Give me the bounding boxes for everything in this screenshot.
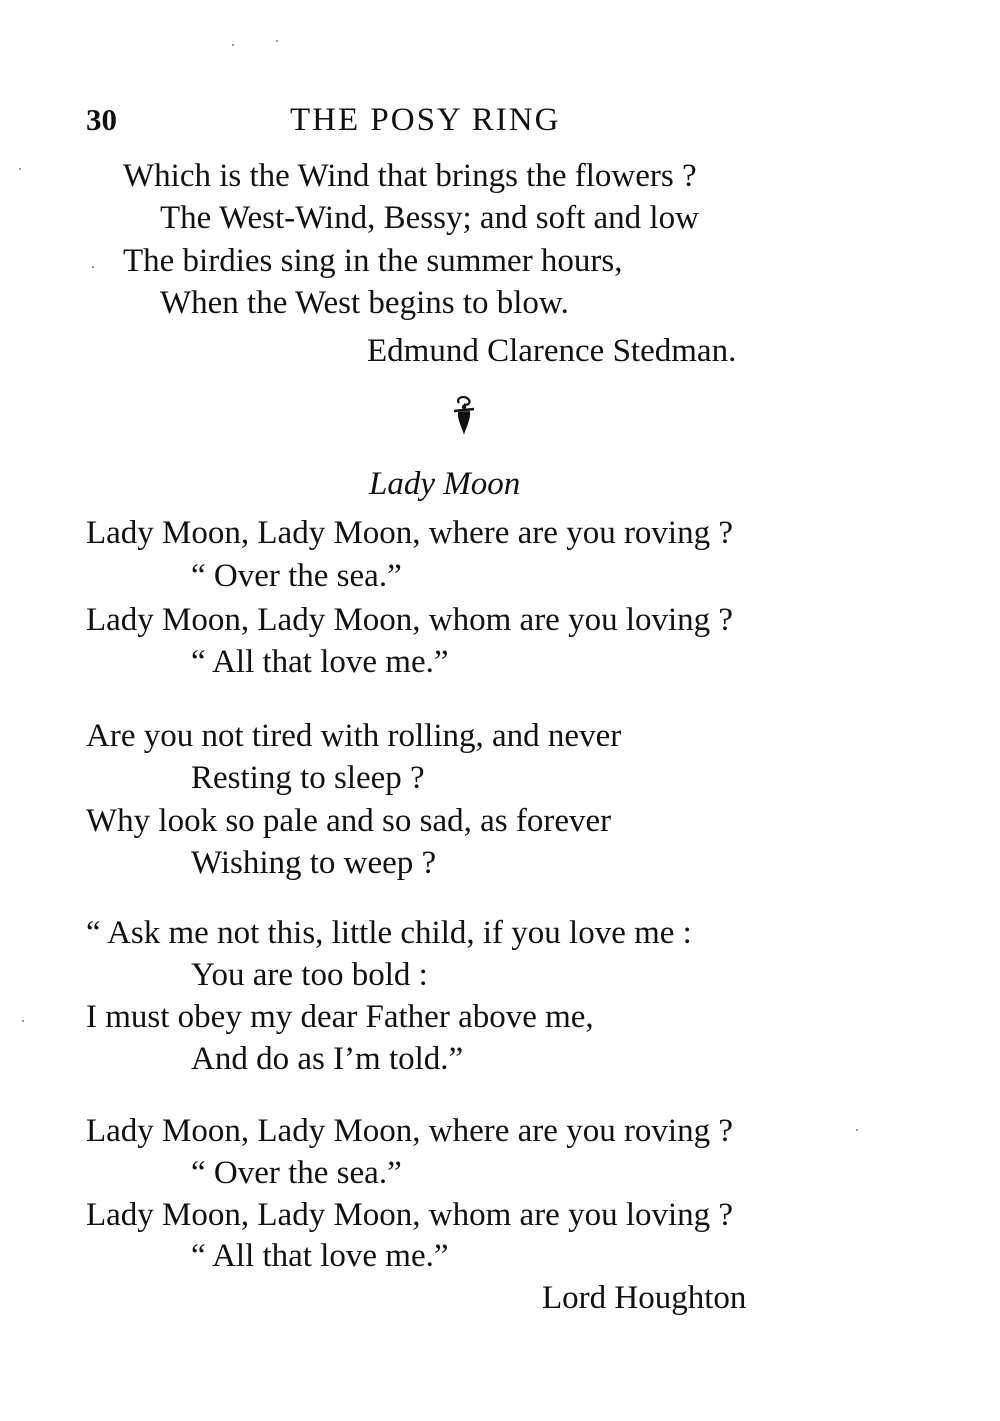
poem-line: “ All that love me.” — [191, 644, 449, 680]
scan-speck — [856, 1129, 858, 1131]
poem-line: “ All that love me.” — [191, 1238, 449, 1274]
poem-line: You are too bold : — [191, 957, 428, 993]
poem-line: Wishing to weep ? — [191, 845, 437, 881]
poem-line: When the West begins to blow. — [160, 285, 569, 321]
poem-line: Are you not tired with rolling, and never — [86, 718, 622, 754]
poem-line: Resting to sleep ? — [191, 760, 425, 796]
scan-speck — [232, 44, 234, 46]
poem-line: “ Over the sea.” — [191, 558, 402, 594]
poem-title: Lady Moon — [369, 466, 521, 502]
poem-line: Lady Moon, Lady Moon, whom are you loving ? — [86, 1197, 734, 1233]
page-number: 30 — [86, 102, 117, 137]
poem-line: I must obey my dear Father above me, — [86, 999, 594, 1035]
poem-line: The birdies sing in the summer hours, — [123, 243, 623, 279]
poem-line: “ Ask me not this, little child, if you love me : — [86, 915, 692, 951]
scan-speck — [19, 168, 21, 170]
scan-speck — [22, 1020, 24, 1022]
fleuron-ornament-icon — [449, 395, 479, 439]
page-header — [86, 100, 686, 144]
poem-line: Lady Moon, Lady Moon, where are you roving ? — [86, 515, 733, 551]
poem-author: Edmund Clarence Stedman. — [367, 333, 737, 369]
poem-line: Why look so pale and so sad, as forever — [86, 803, 612, 839]
poem-line: The West-Wind, Bessy; and soft and low — [160, 200, 699, 236]
scan-speck — [92, 266, 94, 268]
poem-line: Which is the Wind that brings the flowers ? — [123, 158, 697, 194]
poem-line: Lady Moon, Lady Moon, where are you roving ? — [86, 1113, 733, 1149]
poem-line: Lady Moon, Lady Moon, whom are you loving ? — [86, 602, 734, 638]
scan-speck — [276, 40, 278, 42]
poem-line: “ Over the sea.” — [191, 1155, 402, 1191]
running-title: THE POSY RING — [290, 102, 561, 138]
poem-line: And do as I’m told.” — [191, 1041, 464, 1077]
poem-author: Lord Houghton — [542, 1280, 747, 1316]
